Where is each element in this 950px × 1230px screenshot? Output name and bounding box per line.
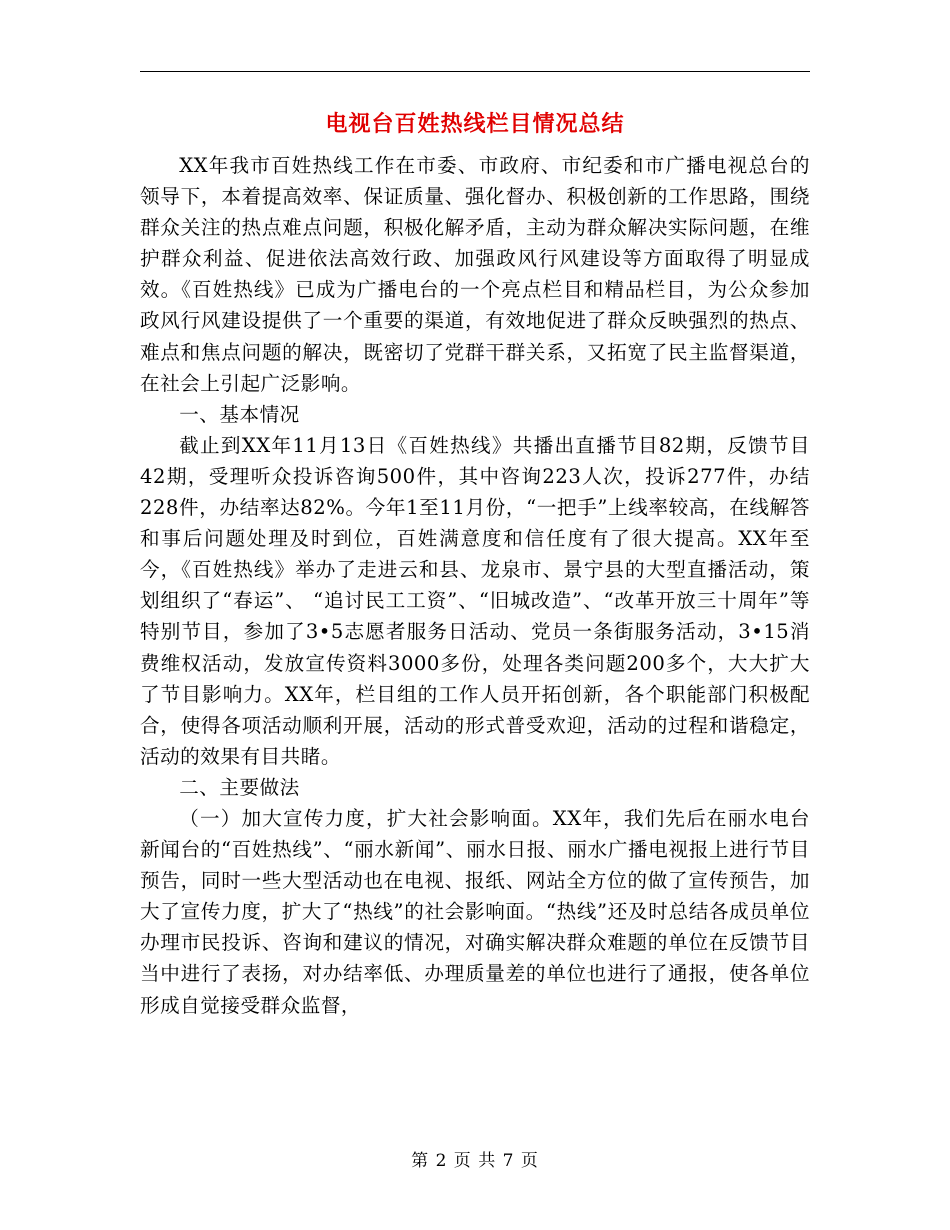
document-title: 电视台百姓热线栏目情况总结	[325, 112, 625, 137]
page-number-footer: 第 2 页 共 7 页	[411, 1151, 539, 1171]
paragraph-intro: XX年我市百姓热线工作在市委、市政府、市纪委和市广播电视总台的领导下，本着提高效率、保证质量、强化督办、积极创新的工作思路，围绕群众关注的热点难点问题，积极化解矛盾，主动为群众解决实际问题，在维护群众利益、促进依法高效行政、加强政风行风建设等方面取得了明显成效。《百姓热线》已成为广播电台的一个亮点栏目和精品栏目，为公众参加政风行风建设提供了一个重要的渠道，有效地促进了群众反映强烈的热点、难点和焦点问题的解决，既密切了党群干群关系，又拓宽了民主监督渠道，在社会上引起广泛影响。	[140, 154, 810, 395]
document-body	[140, 150, 810, 1021]
section-heading-main-practices: 二、主要做法	[179, 775, 300, 799]
paragraph-main-practices: （一）加大宣传力度，扩大社会影响面。XX年，我们先后在丽水电台新闻台的“百姓热线”、“丽水新闻”、丽水日报、丽水广播电视报上进行节目预告，同时一些大型活动也在电视、报纸、网站全方位的做了宣传预告，加大了宣传力度，扩大了“热线”的社会影响面。“热线”还及时总结各成员单位办理市民投诉、咨询和建议的情况，对确实解决群众难题的单位在反馈节目当中进行了表扬，对办结率低、办理质量差的单位也进行了通报，使各单位形成自觉接受群众监督，	[140, 806, 810, 1017]
section-heading-basic-situation: 一、基本情况	[179, 402, 300, 426]
paragraph-basic-situation: 截止到XX年11月13日《百姓热线》共播出直播节目82期，反馈节目42期，受理听众投诉咨询500件，其中咨询223人次，投诉277件，办结228件，办结率达82%。今年1至11月份，“一把手”上线率较高，在线解答和事后问题处理及时到位，百姓满意度和信任度有了很大提高。XX年至今，《百姓热线》举办了走进云和县、龙泉市、景宁县的大型直播活动，策划组织了“春运”、 “追讨民工工资”、“旧城改造”、“改革开放三十周年”等特别节目，参加了3•5志愿者服务日活动、党员一条街服务活动，3•15消费维权活动，发放宣传资料3000多份，处理各类问题200多个，大大扩大了节目影响力。XX年，栏目组的工作人员开拓创新，各个职能部门积极配合，使得各项活动顺利开展，活动的形式普受欢迎，活动的过程和谐稳定，活动的效果有目共睹。	[140, 433, 810, 768]
header-rule	[140, 71, 810, 72]
